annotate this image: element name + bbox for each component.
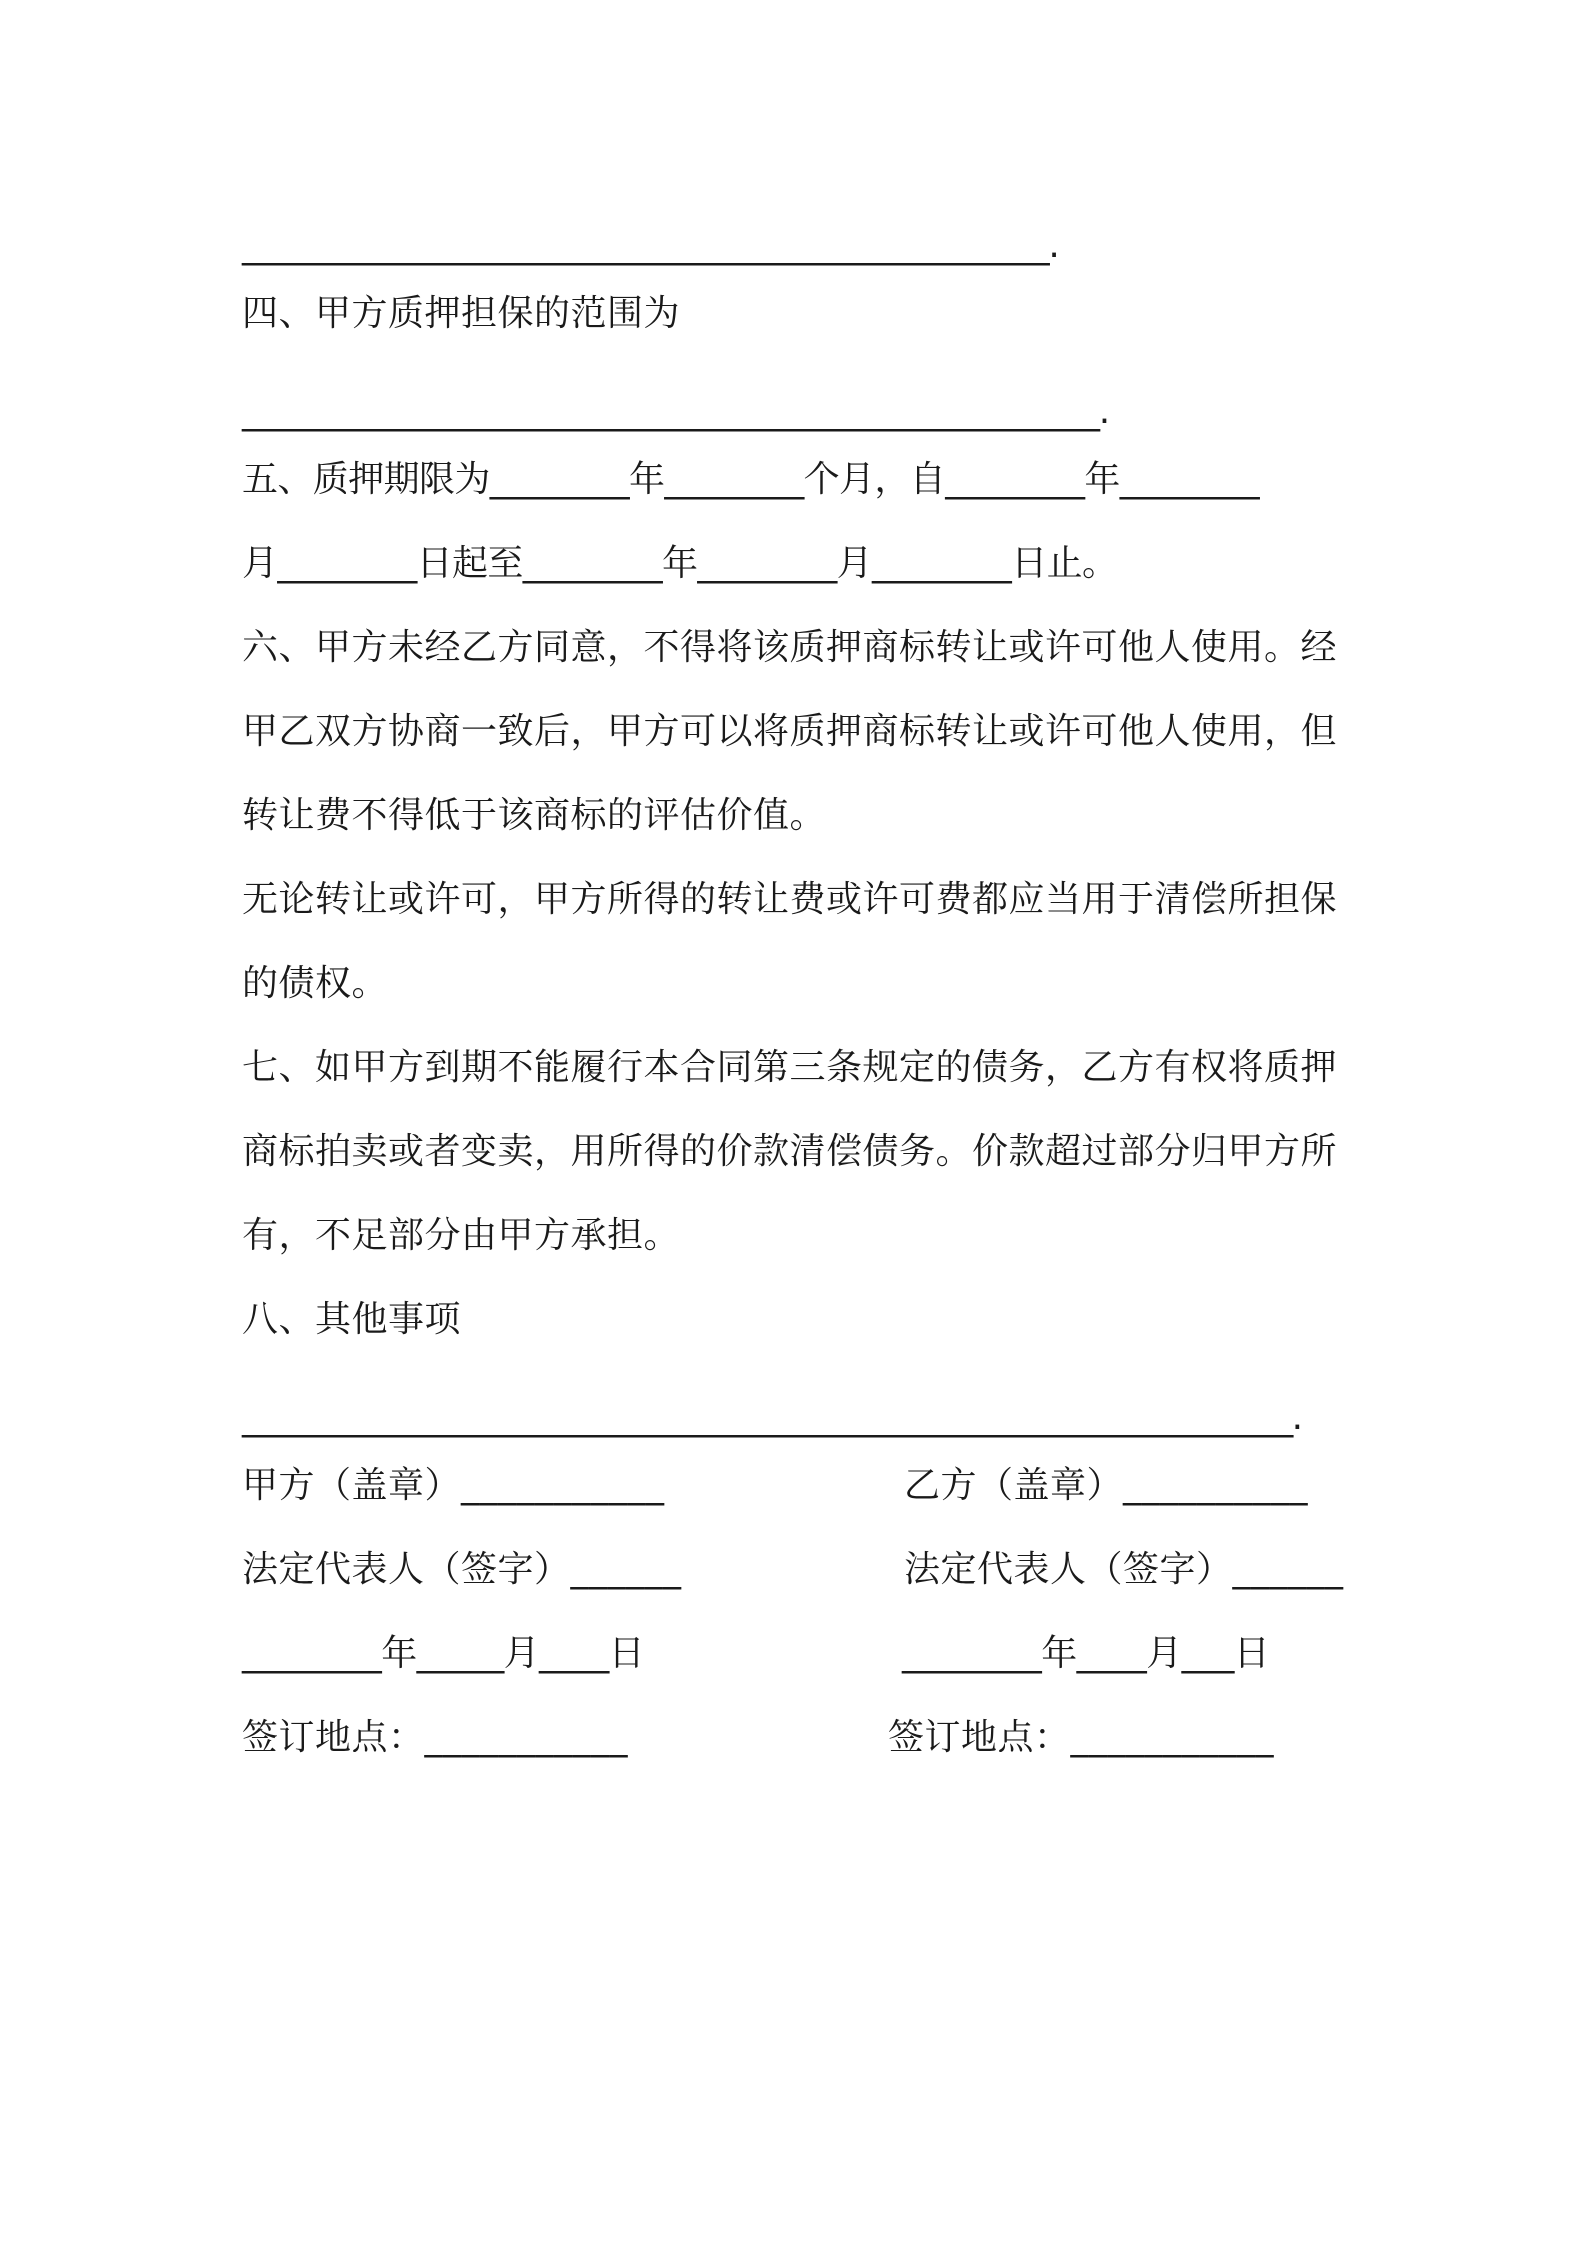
party-a-representative: 法定代表人（签字）______ (242, 1549, 682, 1590)
clause-6-line-4: 无论转让或许可，甲方所得的转让费或许可费都应当用于清偿所担保 (242, 879, 1338, 920)
blank-line-3: ________________________________________________________________. (242, 1397, 1302, 1438)
party-a-seal: 甲方（盖章）___________ (242, 1465, 665, 1506)
clause-6-line-2: 甲乙双方协商一致后，甲方可以将质押商标转让或许可他人使用，但 (242, 711, 1338, 752)
party-b-seal: 乙方（盖章）__________ (904, 1465, 1309, 1506)
clause-7-line-3: 有，不足部分由甲方承担。 (242, 1215, 681, 1256)
party-a-date: ________年_____月____日 (242, 1633, 645, 1674)
blank-line-1: ________________________________________________. (242, 225, 1059, 266)
clause-5-line-1: 五、质押期限为________年________个月，自________年________ (242, 459, 1260, 500)
party-b-date: ________年____月___日 (902, 1633, 1270, 1674)
blank-line-2: ___________________________________________________. (242, 391, 1110, 432)
clause-6-line-3: 转让费不得低于该商标的评估价值。 (242, 795, 827, 836)
party-b-signing-place: 签订地点：___________ (888, 1717, 1275, 1758)
party-b-representative: 法定代表人（签字）______ (904, 1549, 1344, 1590)
clause-8-heading: 八、其他事项 (242, 1299, 462, 1340)
clause-7-line-2: 商标拍卖或者变卖，用所得的价款清偿债务。价款超过部分归甲方所 (242, 1131, 1338, 1172)
clause-6-line-5: 的债权。 (242, 963, 389, 1004)
clause-7-line-1: 七、如甲方到期不能履行本合同第三条规定的债务，乙方有权将质押 (242, 1047, 1338, 1088)
party-a-signing-place: 签订地点：___________ (242, 1717, 629, 1758)
clause-4-heading: 四、甲方质押担保的范围为 (242, 293, 681, 334)
clause-6-line-1: 六、甲方未经乙方同意，不得将该质押商标转让或许可他人使用。经 (242, 627, 1338, 668)
clause-5-line-2: 月________日起至________年________月________日止。 (242, 543, 1118, 584)
